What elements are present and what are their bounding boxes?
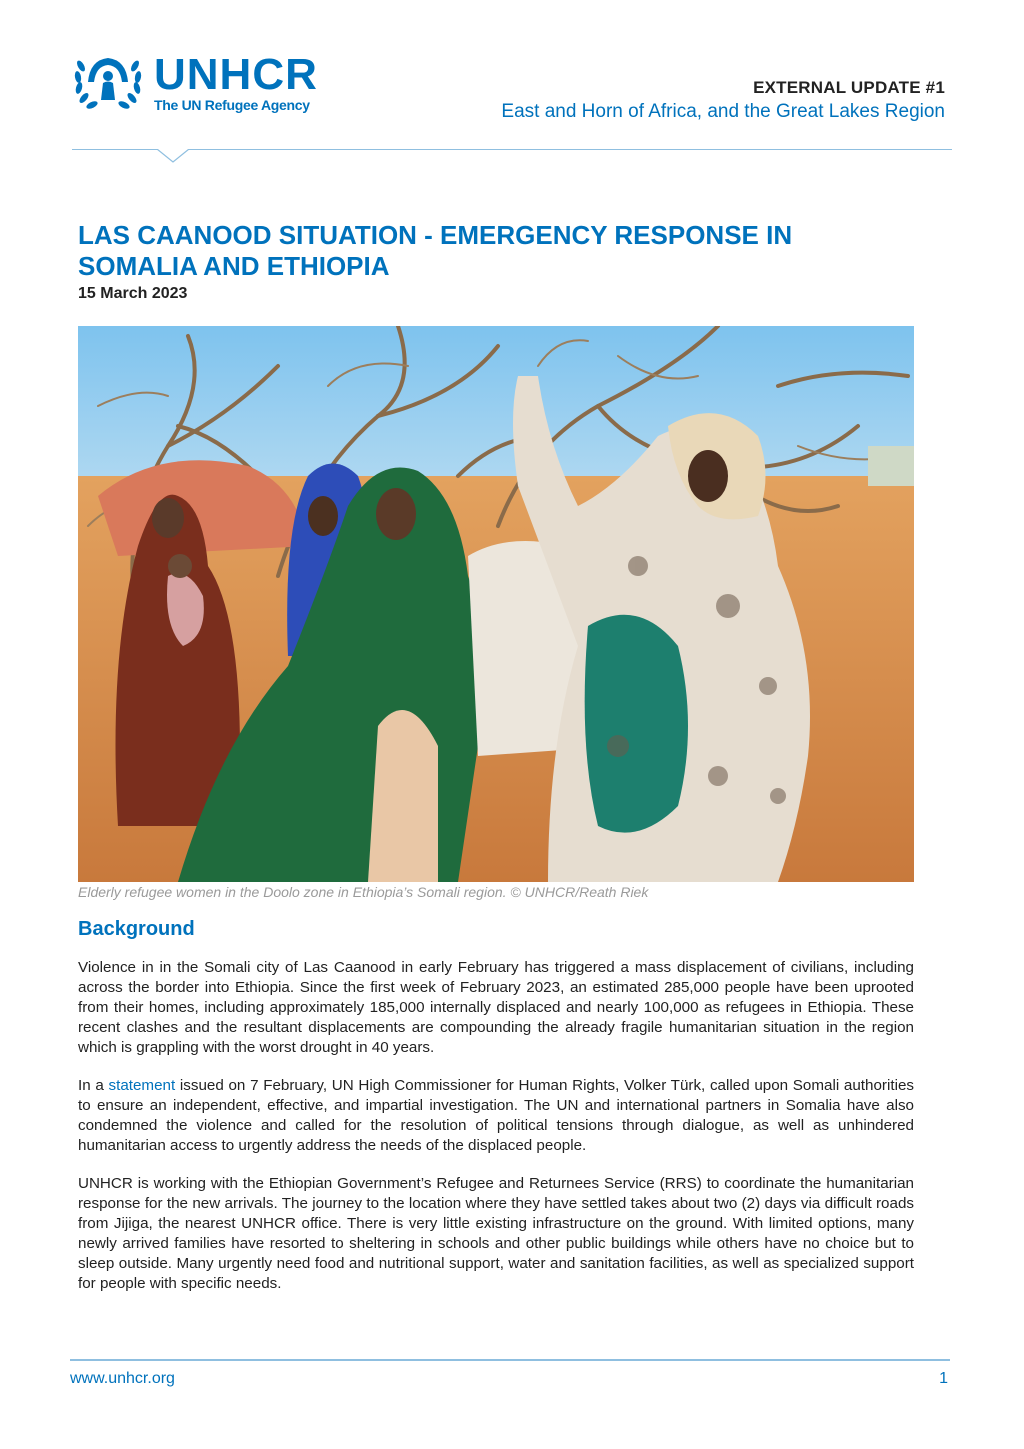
background-heading: Background <box>78 918 195 940</box>
logo-tagline: The UN Refugee Agency <box>154 97 310 113</box>
background-paragraph-3: UNHCR is working with the Ethiopian Government’s Refugee and Returnees Service (RRS) to coordinate the humanitarian response for the new arrivals. The journey to the location where they have settled takes about two (2) days via difficult roads from Jijiga, the nearest UNHCR office. There is very little existing infrastructure on the ground. With limited options, many newly arrived families have resorted to sheltering in schools and other public buildings while others have no choice but to sleep outside. Many urgently need food and nutritional support, water and sanitation facilities, as well as specialized support for people with specific needs. <box>78 1175 914 1292</box>
footer-website-link[interactable]: www.unhcr.org <box>70 1370 175 1387</box>
unhcr-logo <box>72 52 318 114</box>
background-paragraph-1: Violence in in the Somali city of Las Caanood in early February has triggered a mass displacement of civilians, including across the border into Ethiopia. Since the first week of February 2023, an estimated 285,000 people have been uprooted from their homes, including approximately 185,000 internally displaced and nearly 100,000 as refugees in Ethiopia. These recent clashes and the resultant displacements are compounding the already fragile humanitarian situation in the region which is grappling with the worst drought in 40 years. <box>78 959 914 1056</box>
page-number: 1 <box>939 1370 948 1387</box>
cover-photo <box>78 326 914 882</box>
header-divider <box>72 149 952 150</box>
unhcr-emblem-icon <box>72 52 144 114</box>
logo-name: UNHCR <box>154 50 318 99</box>
paragraph-text: In a <box>78 1077 109 1094</box>
update-header <box>501 78 945 123</box>
page-title: LAS CAANOOD SITUATION - EMERGENCY RESPONSE IN SOMALIA AND ETHIOPIA <box>78 220 793 281</box>
update-label: EXTERNAL UPDATE #1 <box>753 78 945 97</box>
publication-date: 15 March 2023 <box>78 285 188 302</box>
photo-caption: Elderly refugee women in the Doolo zone in Ethiopia’s Somali region. © UNHCR/Reath Riek <box>78 884 649 900</box>
refugee-women-photo-icon <box>78 326 914 882</box>
region-subtitle: East and Horn of Africa, and the Great Lakes Region <box>501 101 945 122</box>
header-notch-icon <box>156 149 190 163</box>
footer-divider <box>70 1359 950 1361</box>
paragraph-text: issued on 7 February, UN High Commissioner for Human Rights, Volker Türk, called upon Somali authorities to ensure an independent, effective, and impartial investigation. The UN and international partners in Somalia have also condemned the violence and called for the resolution of political tensions through dialogue, as well as unhindered humanitarian access to urgently address the needs of the displaced people. <box>78 1077 914 1154</box>
background-paragraph-2 <box>78 1076 914 1156</box>
statement-link[interactable]: statement <box>108 1077 176 1094</box>
